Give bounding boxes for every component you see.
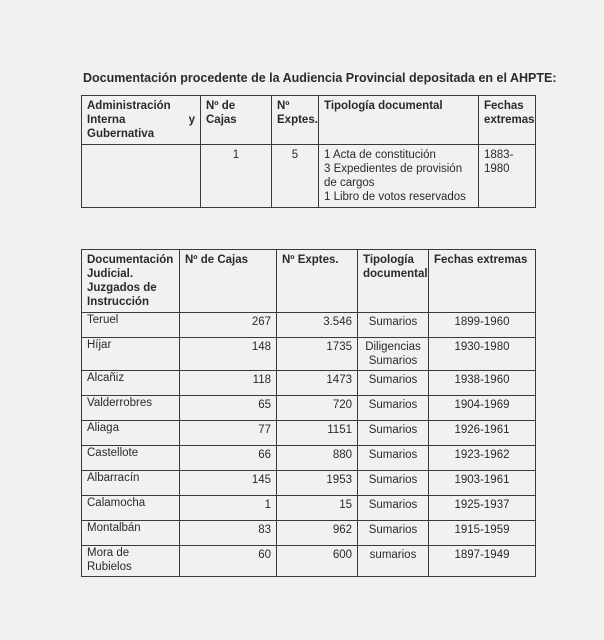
cell-cajas: 148 [180, 338, 277, 371]
table-row [82, 546, 536, 577]
cell-exptes: 3.546 [277, 313, 358, 338]
cell-fechas: 1925-1937 [429, 496, 536, 521]
tipologia-line: 3 Expedientes de provisión de cargos [324, 163, 463, 189]
cell-name: Castellote [82, 446, 180, 471]
table-row [82, 496, 536, 521]
cell-name: Híjar [82, 338, 180, 371]
cell-cajas: 83 [180, 521, 277, 546]
cell-tipologia: Diligencias Sumarios [358, 338, 429, 371]
cell-fechas: 1899-1960 [429, 313, 536, 338]
header-fechas: Fechas extremas [429, 250, 536, 313]
admin-documentation-table [81, 95, 536, 208]
tipologia-line: 1 Libro de votos reservados [324, 191, 466, 203]
cell-cajas: 65 [180, 396, 277, 421]
cell-tipologia: Sumarios [358, 446, 429, 471]
cell-cajas: 267 [180, 313, 277, 338]
cell-name: Calamocha [82, 496, 180, 521]
cell-tipologia: Sumarios [358, 396, 429, 421]
header-judicial: Documentación Judicial. Juzgados de Instrucción [82, 250, 180, 313]
cell-tipologia: Sumarios [358, 496, 429, 521]
cell-exptes: 962 [277, 521, 358, 546]
table-row [82, 446, 536, 471]
table-row [82, 338, 536, 371]
tipologia-line: 1 Acta de constitución [324, 149, 436, 161]
cell-exptes: 1151 [277, 421, 358, 446]
cell-exptes: 1953 [277, 471, 358, 496]
table-row [82, 396, 536, 421]
cell-cajas: 145 [180, 471, 277, 496]
cell-fechas: 1903-1961 [429, 471, 536, 496]
cell-fechas: 1938-1960 [429, 371, 536, 396]
header-exptes: Nº Exptes. [272, 96, 319, 145]
cell-name: Mora de Rubielos [82, 546, 180, 577]
header-cajas: Nº de Cajas [180, 250, 277, 313]
cell-name: Valderrobres [82, 396, 180, 421]
cell-cajas: 77 [180, 421, 277, 446]
cell-exptes: 15 [277, 496, 358, 521]
table-row [82, 421, 536, 446]
page-heading: Documentación procedente de la Audiencia Provincial depositada en el AHPTE: [83, 71, 557, 85]
cell-tipologia: sumarios [358, 546, 429, 577]
cell-tipologia: Sumarios [358, 421, 429, 446]
cell-fechas: 1883-1980 [479, 145, 536, 208]
cell-tipologia: Sumarios [358, 313, 429, 338]
cell-cajas: 66 [180, 446, 277, 471]
header-tipologia: Tipología documental [358, 250, 429, 313]
table-row [82, 313, 536, 338]
cell-tipologia: Sumarios [358, 471, 429, 496]
header-admin: Administración Interna y Gubernativa [82, 96, 201, 145]
cell-admin [82, 145, 201, 208]
judicial-documentation-table [81, 249, 536, 577]
cell-exptes: 1473 [277, 371, 358, 396]
cell-name: Alcañiz [82, 371, 180, 396]
table-row [82, 145, 536, 208]
cell-exptes: 880 [277, 446, 358, 471]
table-header-row [82, 250, 536, 313]
table-header-row [82, 96, 536, 145]
table-row [82, 471, 536, 496]
cell-fechas: 1915-1959 [429, 521, 536, 546]
header-exptes: Nº Exptes. [277, 250, 358, 313]
cell-fechas: 1904-1969 [429, 396, 536, 421]
table-row [82, 371, 536, 396]
cell-fechas: 1930-1980 [429, 338, 536, 371]
cell-tipologia: Sumarios [358, 371, 429, 396]
cell-name: Aliaga [82, 421, 180, 446]
header-fechas: Fechas extremas [479, 96, 536, 145]
cell-tipologia [319, 145, 479, 208]
cell-exptes: 1735 [277, 338, 358, 371]
cell-fechas: 1926-1961 [429, 421, 536, 446]
cell-exptes: 600 [277, 546, 358, 577]
cell-name: Teruel [82, 313, 180, 338]
cell-fechas: 1923-1962 [429, 446, 536, 471]
cell-tipologia: Sumarios [358, 521, 429, 546]
cell-exptes: 720 [277, 396, 358, 421]
table-body [82, 313, 536, 577]
table-row [82, 521, 536, 546]
cell-fechas: 1897-1949 [429, 546, 536, 577]
cell-cajas: 60 [180, 546, 277, 577]
cell-name: Montalbán [82, 521, 180, 546]
header-tipologia: Tipología documental [319, 96, 479, 145]
cell-cajas: 118 [180, 371, 277, 396]
cell-name: Albarracín [82, 471, 180, 496]
cell-cajas: 1 [201, 145, 272, 208]
cell-exptes: 5 [272, 145, 319, 208]
header-cajas: Nº de Cajas [201, 96, 272, 145]
cell-cajas: 1 [180, 496, 277, 521]
